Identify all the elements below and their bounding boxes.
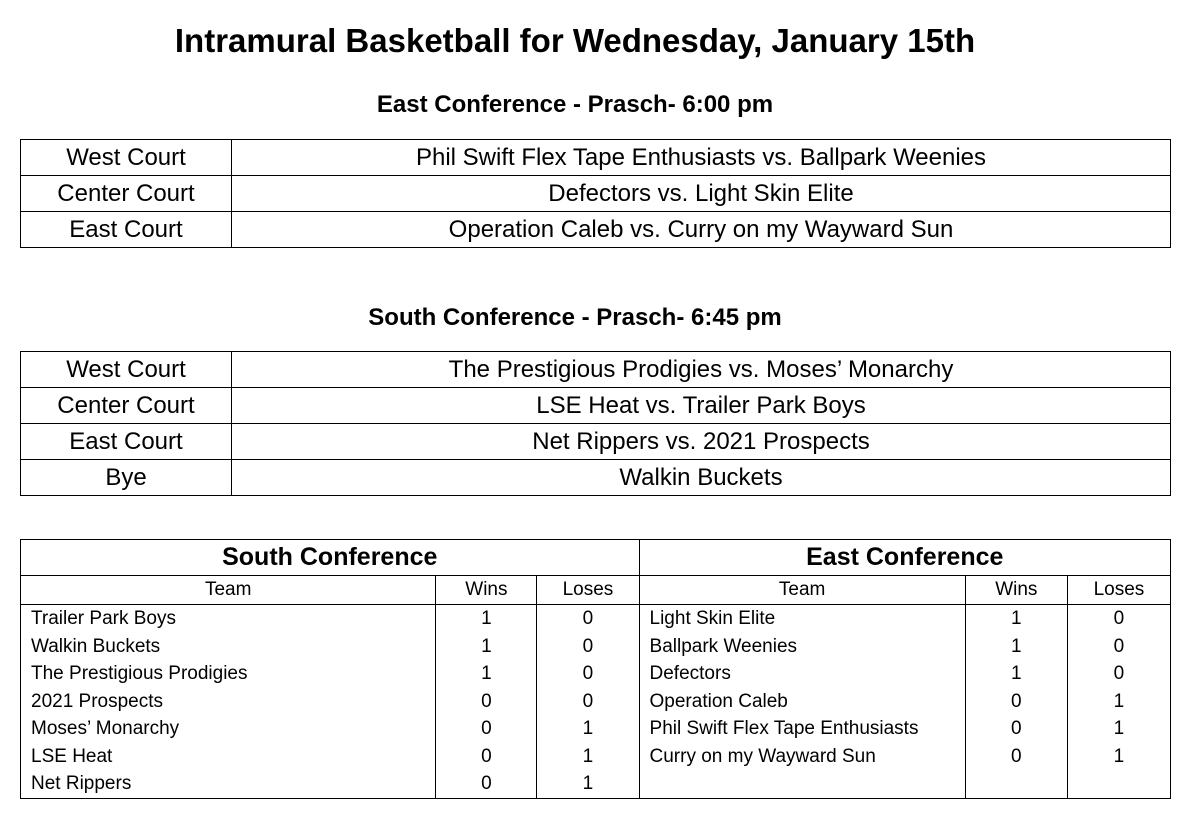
standings-table xyxy=(20,539,1171,799)
east-team-cell xyxy=(639,770,965,798)
east-wins-cell: 0 xyxy=(965,715,1067,743)
schedule-row xyxy=(21,388,1171,424)
south-loses-cell: 1 xyxy=(537,743,639,771)
south-wins-cell: 1 xyxy=(436,605,537,633)
matchup-cell: Net Rippers vs. 2021 Prospects xyxy=(232,424,1171,460)
column-header-team: Team xyxy=(639,576,965,605)
south-wins-cell: 1 xyxy=(436,633,537,661)
east-loses-cell: 1 xyxy=(1067,688,1170,716)
east-wins-cell xyxy=(965,770,1067,798)
south-loses-cell: 0 xyxy=(537,605,639,633)
south-wins-cell: 0 xyxy=(436,743,537,771)
south-schedule-table xyxy=(20,351,1171,496)
south-wins-cell: 1 xyxy=(436,660,537,688)
table-row xyxy=(21,770,1171,798)
matchup-cell: The Prestigious Prodigies vs. Moses’ Monarchy xyxy=(232,352,1171,388)
east-wins-cell: 0 xyxy=(965,688,1067,716)
east-team-cell: Ballpark Weenies xyxy=(639,633,965,661)
table-row xyxy=(21,660,1171,688)
court-cell: East Court xyxy=(21,424,232,460)
south-loses-cell: 0 xyxy=(537,688,639,716)
east-wins-cell: 0 xyxy=(965,743,1067,771)
matchup-cell: Defectors vs. Light Skin Elite xyxy=(232,176,1171,212)
south-loses-cell: 0 xyxy=(537,633,639,661)
east-team-cell: Light Skin Elite xyxy=(639,605,965,633)
column-header-wins: Wins xyxy=(965,576,1067,605)
south-loses-cell: 1 xyxy=(537,770,639,798)
court-cell: Center Court xyxy=(21,388,232,424)
east-wins-cell: 1 xyxy=(965,660,1067,688)
matchup-cell: Walkin Buckets xyxy=(232,460,1171,496)
column-header-loses: Loses xyxy=(537,576,639,605)
table-row xyxy=(21,743,1171,771)
matchup-cell: Phil Swift Flex Tape Enthusiasts vs. Ballpark Weenies xyxy=(232,140,1171,176)
south-loses-cell: 1 xyxy=(537,715,639,743)
south-wins-cell: 0 xyxy=(436,715,537,743)
south-wins-cell: 0 xyxy=(436,688,537,716)
east-team-cell: Phil Swift Flex Tape Enthusiasts xyxy=(639,715,965,743)
east-loses-cell: 0 xyxy=(1067,605,1170,633)
south-team-cell: LSE Heat xyxy=(21,743,436,771)
south-team-cell: Moses’ Monarchy xyxy=(21,715,436,743)
east-team-cell: Operation Caleb xyxy=(639,688,965,716)
east-loses-cell: 0 xyxy=(1067,660,1170,688)
court-cell: East Court xyxy=(21,212,232,248)
east-loses-cell: 0 xyxy=(1067,633,1170,661)
table-row xyxy=(21,715,1171,743)
east-standings-title: East Conference xyxy=(639,540,1170,576)
schedule-row xyxy=(21,460,1171,496)
table-row xyxy=(21,605,1171,633)
south-team-cell: Trailer Park Boys xyxy=(21,605,436,633)
matchup-cell: Operation Caleb vs. Curry on my Wayward Sun xyxy=(232,212,1171,248)
south-loses-cell: 0 xyxy=(537,660,639,688)
east-loses-cell xyxy=(1067,770,1170,798)
court-cell: Center Court xyxy=(21,176,232,212)
south-team-cell: 2021 Prospects xyxy=(21,688,436,716)
column-header-loses: Loses xyxy=(1067,576,1170,605)
page-title: Intramural Basketball for Wednesday, January 15th xyxy=(174,22,976,59)
south-team-cell: Net Rippers xyxy=(21,770,436,798)
schedule-row xyxy=(21,140,1171,176)
south-standings-title: South Conference xyxy=(21,540,640,576)
matchup-cell: LSE Heat vs. Trailer Park Boys xyxy=(232,388,1171,424)
east-schedule-heading: East Conference - Prasch- 6:00 pm xyxy=(376,91,774,118)
schedule-row xyxy=(21,176,1171,212)
south-wins-cell: 0 xyxy=(436,770,537,798)
east-loses-cell: 1 xyxy=(1067,715,1170,743)
east-loses-cell: 1 xyxy=(1067,743,1170,771)
column-header-wins: Wins xyxy=(436,576,537,605)
east-wins-cell: 1 xyxy=(965,605,1067,633)
court-cell: Bye xyxy=(21,460,232,496)
schedule-row xyxy=(21,352,1171,388)
south-team-cell: Walkin Buckets xyxy=(21,633,436,661)
table-row xyxy=(21,688,1171,716)
east-schedule-table xyxy=(20,139,1171,248)
schedule-row xyxy=(21,212,1171,248)
court-cell: West Court xyxy=(21,352,232,388)
court-cell: West Court xyxy=(21,140,232,176)
east-wins-cell: 1 xyxy=(965,633,1067,661)
south-schedule-heading: South Conference - Prasch- 6:45 pm xyxy=(368,304,782,331)
east-team-cell: Defectors xyxy=(639,660,965,688)
column-header-team: Team xyxy=(21,576,436,605)
east-team-cell: Curry on my Wayward Sun xyxy=(639,743,965,771)
schedule-row xyxy=(21,424,1171,460)
south-team-cell: The Prestigious Prodigies xyxy=(21,660,436,688)
table-row xyxy=(21,633,1171,661)
